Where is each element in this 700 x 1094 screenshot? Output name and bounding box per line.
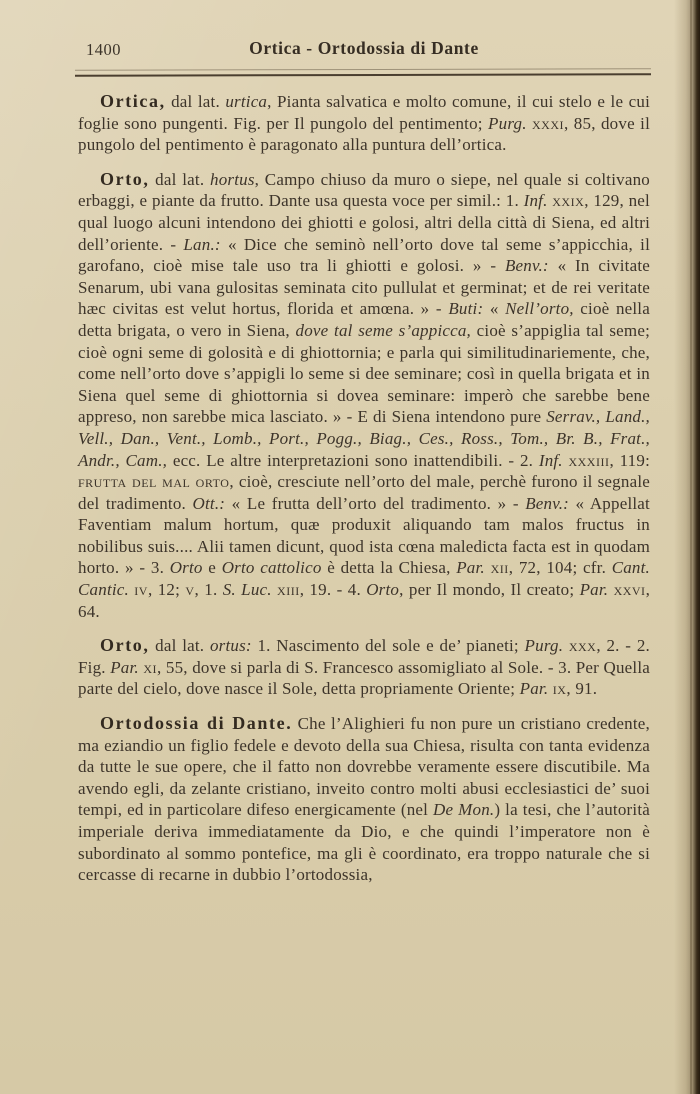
entry-ortodossia-di-dante <box>78 713 650 886</box>
text-segment: Lan.: <box>183 234 221 254</box>
text-segment: Orto cattolico <box>221 558 322 578</box>
text-segment: S. Luc. <box>222 580 272 600</box>
text-segment: , 129, nel qual luogo alcuni intendono dei ghiotti e golosi, altri della città di Siena, ed altri dell’oriente. - <box>78 191 650 254</box>
text-segment: Ortodossia di Dante. <box>100 713 293 734</box>
text-segment: urtica <box>225 92 268 111</box>
text-segment: Buti: <box>448 299 484 319</box>
text-segment: 1. Nascimento del sole e de’ pianeti; <box>251 636 525 656</box>
text-segment: « <box>483 299 506 319</box>
text-segment: Serrav., Land., Vell., Dan., Vent., Lomb., Port., Pogg., Biag., Ces., Ross., Tom., Br. B., Frat., Andr., Cam., <box>78 407 650 470</box>
text-segment: Benv.: <box>525 493 570 513</box>
text-segment: De Mon. <box>433 800 495 820</box>
text-segment: Benv.: <box>504 256 549 276</box>
text-segment: Ortica, <box>100 91 166 111</box>
text-segment: , Campo chiuso da muro o siepe, nel quale si coltivano erbaggi, e piante da frutto. Dante usa questa voce per simil.: 1. <box>78 169 650 211</box>
entry-orto-ortus <box>78 635 650 700</box>
text-segment: , 55, dove si parla di S. Francesco assomigliato al Sole. - 3. Per Quella parte del cielo, dove nasce il Sole, detta propriamente Oriente; <box>78 657 650 699</box>
text-segment: , 72, 104; cfr. <box>508 558 612 578</box>
text-segment: , 85, dove il pungolo del pentimento è paragonato alla puntura dell’ortica. <box>78 113 651 155</box>
text-segment: xxxi <box>532 113 565 133</box>
text-segment: « Le frutta dell’orto del tradimento. » - <box>225 493 526 513</box>
text-segment: Inf. <box>538 450 563 470</box>
text-segment: Purg. <box>488 113 527 133</box>
running-head: Ortica - Ortodossia di Dante <box>249 38 479 58</box>
text-segment: Orto <box>366 580 400 600</box>
text-segment: ortus: <box>209 636 252 656</box>
text-segment: « In civitate Senarum, ubi vana gulositas seminata cito pullulat et germinat; et de rei veritate hæc civitas est velut hortus, florida et amœna. » - <box>78 256 650 319</box>
text-segment: dal lat. <box>165 92 226 111</box>
text-segment: ) la tesi, che l’autorità imperiale deriva immediatamente da Dio, e che quindi l’imperatore non è subordinato al sommo pontefice, ma gli è coordinato, era troppo naturale che si cercasse di recarne in dubbio l’ortodossia, <box>78 800 650 885</box>
text-segment: « Appellat Faventiam malum hortum, quæ produxit aliquando tam malos fructus in nobilibus suis.... Alii tamen dicunt, quod ista cœna maledicta facta est in quodam horto. » - 3. <box>78 493 650 578</box>
text-segment: hortus <box>210 169 255 189</box>
header-rule <box>75 68 651 77</box>
text-segment: xiii <box>277 580 300 600</box>
text-segment: frutta del mal orto <box>78 472 230 492</box>
text-segment: Cant. Cantic. <box>78 558 650 600</box>
text-segment: xxxiii <box>568 450 610 470</box>
text-segment: v <box>185 580 195 600</box>
text-segment: Orto, <box>100 635 150 656</box>
text-segment: , 119: <box>609 450 651 470</box>
text-segment: , 12; <box>147 580 186 600</box>
text-segment: , per Il mondo, Il creato; <box>399 580 580 600</box>
text-segment: , Pianta salvatica e molto comune, il cui stelo e le cui foglie sono pungenti. Fig. per Il pungolo del pentimento; <box>78 92 651 133</box>
text-segment: dove tal seme s’appicca, <box>295 320 472 340</box>
text-segment: , 19. - 4. <box>299 580 367 600</box>
text-segment: Par. <box>579 580 609 600</box>
text-segment: xi <box>143 657 157 677</box>
text-segment: e <box>202 558 222 578</box>
text-segment: dal lat. <box>149 636 210 656</box>
text-segment: , 2. - 2. Fig. <box>78 636 651 677</box>
dictionary-entries <box>78 91 650 886</box>
text-segment: xii <box>490 558 509 578</box>
text-segment: xxvi <box>613 580 646 600</box>
text-segment: xxix <box>552 191 585 211</box>
text-segment: Orto <box>169 558 203 578</box>
text-segment: ix <box>552 679 567 699</box>
text-segment: Orto, <box>100 168 150 189</box>
text-segment: , 1. <box>194 580 223 600</box>
text-segment: Che l’Alighieri fu non pure un cristiano credente, ma eziandio un figlio fedele e devoto della sua Chiesa, risulta con tanta evidenza da tutte le sue opere, che il fatto non dovrebbe veramente essere discutibile. Ma avendo egli, da zelante cristiano, inveito contro molti abusi ecclesiastici de’ suoi tempi, ed in particolare difeso energicamente (nel <box>78 714 650 820</box>
entry-orto-hortus <box>78 169 650 622</box>
text-segment: , 64. <box>78 580 651 621</box>
page-number: 1400 <box>86 40 121 59</box>
text-segment: Purg. <box>524 636 564 656</box>
text-segment: Inf. <box>523 191 548 211</box>
text-segment: Ott.: <box>192 493 226 513</box>
text-segment: « Dice che seminò nell’orto dove tal seme s’appicchia, il garofano, cioè mise tale uso tra li ghiotti e golosi. » - <box>78 234 650 276</box>
text-segment: , cioè, cresciute nell’orto del male, perchè furono il segnale del tradimento. <box>78 472 650 513</box>
text-segment: , 91. <box>566 679 598 699</box>
page-header <box>78 38 650 62</box>
entry-ortica <box>78 91 650 156</box>
text-segment: ecc. Le altre interpretazioni sono inattendibili. - 2. <box>167 450 539 470</box>
text-segment: Par. <box>110 657 139 677</box>
text-segment: xxx <box>568 636 597 656</box>
page-edge-shadow <box>674 0 700 1094</box>
text-segment: Par. <box>519 679 549 699</box>
text-segment: è detta la Chiesa, <box>321 558 457 578</box>
text-segment: cioè nella detta brigata, o vero in Siena, <box>78 299 650 340</box>
text-segment: cioè s’appiglia tal seme; cioè ogni seme di golosità e di ghiottornia; e parla qui similitudinariemente, che, come nell’orto dove s’appigli lo seme si dee seminare; così in quella brigata et in Siena quel seme di ghiottornia si dovea seminare: imperò che sarebbe bene appreso, non sarebbe mica lasciato. » - E di Siena intendono pure <box>78 320 650 427</box>
text-segment: Par. <box>456 558 485 578</box>
text-segment: Nell’orto, <box>505 299 574 319</box>
text-segment: iv <box>134 580 148 600</box>
text-segment: dal lat. <box>149 169 210 189</box>
